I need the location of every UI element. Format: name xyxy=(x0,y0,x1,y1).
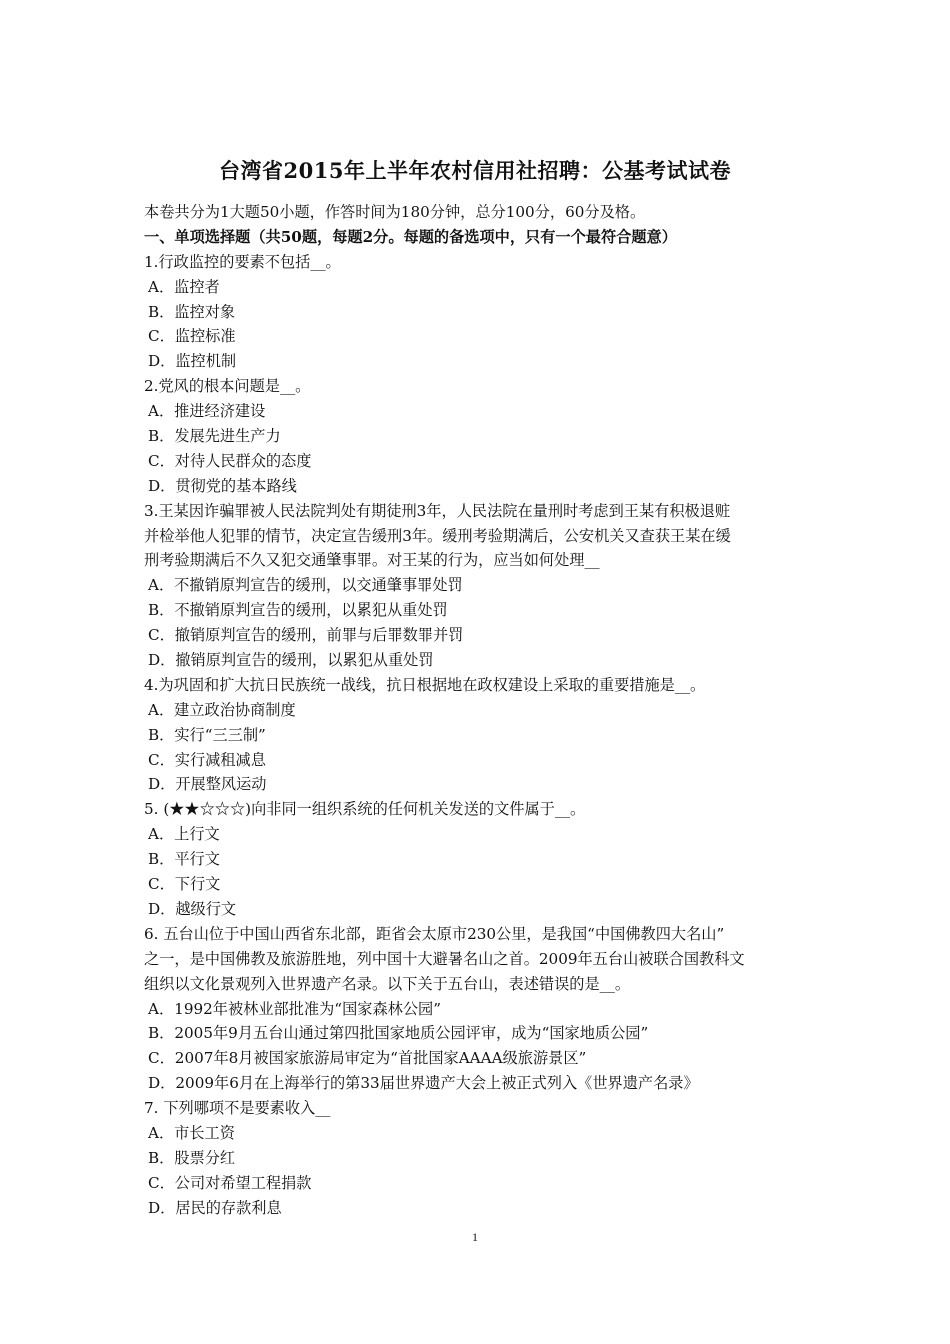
option-item: B．2005年9月五台山通过第四批国家地质公园评审，成为“国家地质公园” xyxy=(148,1024,649,1043)
option-item: A．上行文 xyxy=(148,825,220,844)
question-block xyxy=(144,374,814,498)
question-text-line: 组织以文化景观列入世界遗产名录。以下关于五台山，表述错误的是__。 xyxy=(144,974,630,993)
option-item: B．平行文 xyxy=(148,850,220,869)
question-block xyxy=(144,797,814,921)
option-item: C．监控标准 xyxy=(148,327,236,346)
question-text: 1.行政监控的要素不包括__。 xyxy=(144,252,341,271)
question-text-line: 6. 五台山位于中国山西省东北部，距省会太原市230公里，是我国“中国佛教四大名山” xyxy=(144,924,725,943)
page-number: 1 xyxy=(472,1230,478,1244)
option-item: D．监控机制 xyxy=(148,352,237,371)
document-title: 台湾省2015年上半年农村信用社招聘：公基考试试卷 xyxy=(219,158,731,183)
option-item: C．下行文 xyxy=(148,875,221,894)
document-body xyxy=(144,200,814,1221)
option-item: A．监控者 xyxy=(148,277,220,296)
option-item: D．越级行文 xyxy=(148,899,237,918)
option-item: B．不撤销原判宣告的缓刑，以累犯从重处罚 xyxy=(148,601,448,620)
option-item: B．监控对象 xyxy=(148,302,236,321)
option-item: C．公司对希望工程捐款 xyxy=(148,1173,312,1192)
question-block xyxy=(144,250,814,374)
option-item: C．撤销原判宣告的缓刑，前罪与后罪数罪并罚 xyxy=(148,626,464,645)
option-item: D．开展整风运动 xyxy=(148,775,267,794)
question-text: 7. 下列哪项不是要素收入__ xyxy=(144,1099,331,1118)
option-item: B．实行“三三制” xyxy=(148,725,266,744)
option-item: C．对待人民群众的态度 xyxy=(148,451,312,470)
option-item: C．2007年8月被国家旅游局审定为“首批国家AAAA级旅游景区” xyxy=(148,1049,587,1068)
question-block xyxy=(144,673,814,797)
option-item: B．发展先进生产力 xyxy=(148,427,281,446)
question-text-line: 3.王某因诈骗罪被人民法院判处有期徒刑3年，人民法院在量刑时考虑到王某有积极退赃 xyxy=(144,501,731,520)
question-text: 5. (★★☆☆☆)向非同一组织系统的任何机关发送的文件属于__。 xyxy=(144,800,586,819)
question-text: 4.为巩固和扩大抗日民族统一战线，抗日根据地在政权建设上采取的重要措施是__。 xyxy=(144,675,706,694)
intro-text: 本卷共分为1大题50小题，作答时间为180分钟，总分100分，60分及格。 xyxy=(144,203,646,221)
question-block xyxy=(144,499,814,673)
option-item: D．贯彻党的基本路线 xyxy=(148,476,297,495)
question-text-line: 刑考验期满后不久又犯交通肇事罪。对王某的行为，应当如何处理__ xyxy=(144,551,600,570)
option-item: A．不撤销原判宣告的缓刑，以交通肇事罪处罚 xyxy=(148,576,463,595)
option-item: D．2009年6月在上海举行的第33届世界遗产大会上被正式列入《世界遗产名录》 xyxy=(148,1074,699,1093)
question-text: 2.党风的根本问题是__。 xyxy=(144,377,311,396)
option-item: D．撤销原判宣告的缓刑，以累犯从重处罚 xyxy=(148,651,434,670)
option-item: B．股票分红 xyxy=(148,1148,236,1167)
option-item: A．市长工资 xyxy=(148,1123,235,1142)
option-item: D．居民的存款利息 xyxy=(148,1198,282,1217)
option-item: A．推进经济建设 xyxy=(148,402,266,421)
option-item: C．实行减租减息 xyxy=(148,750,266,769)
option-item: A．1992年被林业部批准为“国家森林公园” xyxy=(148,999,441,1018)
question-text-line: 之一，是中国佛教及旅游胜地，列中国十大避暑名山之首。2009年五台山被联合国教科文 xyxy=(144,949,745,968)
question-text-line: 并检举他人犯罪的情节，决定宣告缓刑3年。缓刑考验期满后，公安机关又查获王某在缓 xyxy=(144,526,731,545)
option-item: A．建立政治协商制度 xyxy=(148,700,296,719)
question-block xyxy=(144,922,814,1096)
section-heading: 一、单项选择题（共50题，每题2分。每题的备选项中，只有一个最符合题意） xyxy=(144,227,677,246)
question-block xyxy=(144,1096,814,1220)
